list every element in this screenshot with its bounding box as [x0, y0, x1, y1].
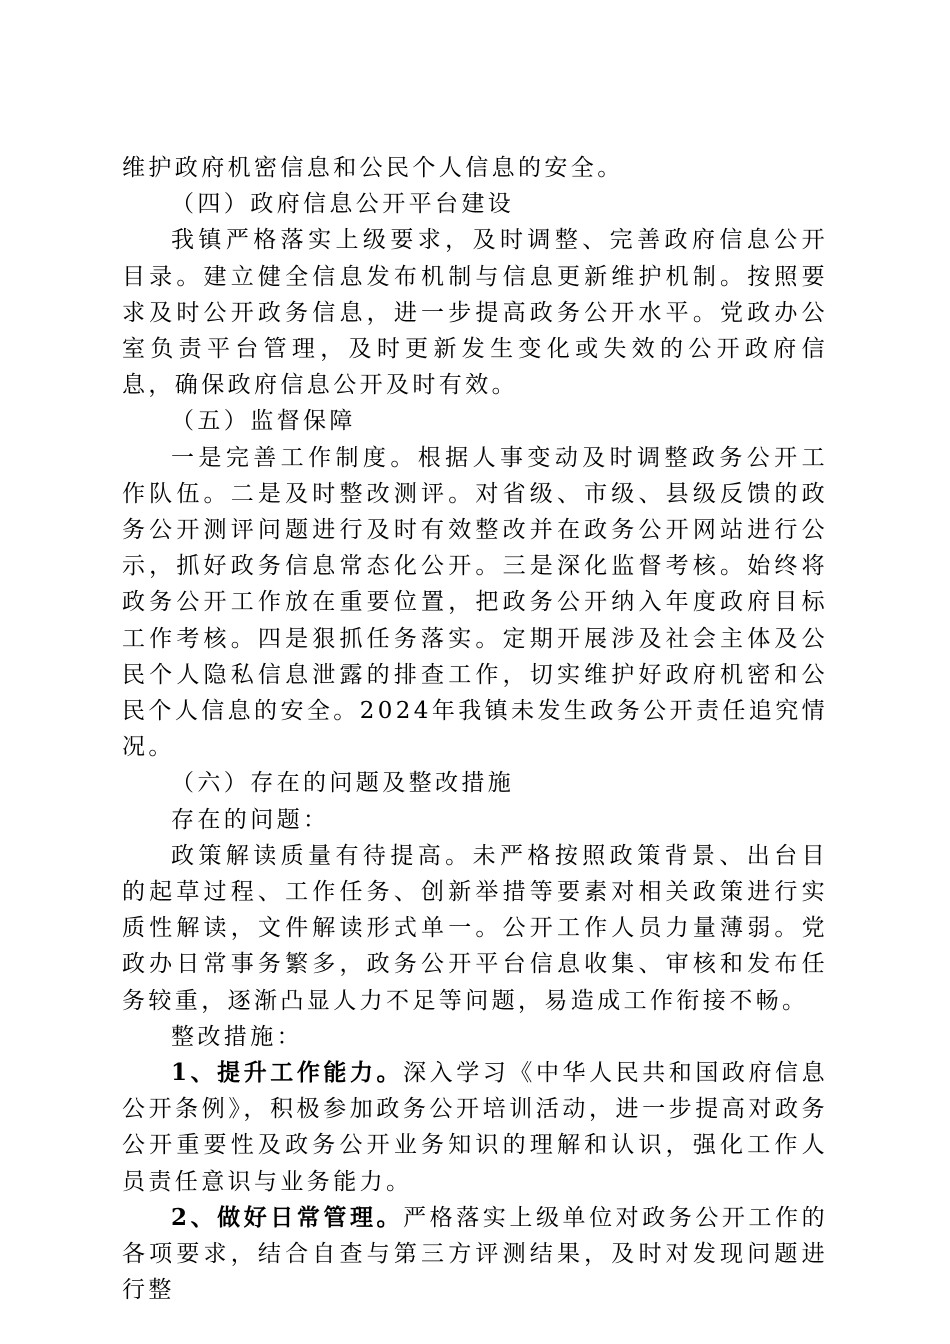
document-body [122, 150, 828, 1309]
paragraph-platform: 我镇严格落实上级要求，及时调整、完善政府信息公开目录。建立健全信息发布机制与信息更新维护机制。按照要求及时公开政务信息，进一步提高政务公开水平。党政办公室负责平台管理，及时更新发生变化或失效的公开政府信息，确保政府信息公开及时有效。 [122, 227, 828, 399]
measure-item-1-title: 1、提升工作能力。 [171, 1059, 404, 1087]
section-heading-6: （六）存在的问题及整改措施 [171, 770, 515, 797]
measure-item-2 [122, 1200, 828, 1309]
paragraph-problems: 政策解读质量有待提高。未严格按照政策背景、出台目的起草过程、工作任务、创新举措等要素对相关政策进行实质性解读，文件解读形式单一。公开工作人员力量薄弱。党政办日常事务繁多，政务公开平台信息收集、审核和发布任务较重，逐渐凸显人力不足等问题，易造成工作衔接不畅。 [122, 842, 828, 1014]
paragraph-supervision: 一是完善工作制度。根据人事变动及时调整政务公开工作队伍。二是及时整改测评。对省级、市级、县级反馈的政务公开测评问题进行及时有效整改并在政务公开网站进行公示，抓好政务信息常态化公开。三是深化监督考核。始终将政务公开工作放在重要位置，把政务公开纳入年度政府目标工作考核。四是狠抓任务落实。定期开展涉及社会主体及公民个人隐私信息泄露的排查工作，切实维护好政府机密和公民个人信息的安全。2024年我镇未发生政务公开责任追究情况。 [122, 444, 828, 761]
measure-item-1 [122, 1055, 828, 1200]
paragraph-measures-label: 整改措施： [171, 1023, 303, 1050]
measure-item-2-text: 严格落实上级单位对政务公开工作的各项要求，结合自查与第三方评测结果，及时对发现问题进行整 [122, 1204, 828, 1304]
paragraph-problems-label: 存在的问题： [171, 806, 330, 833]
paragraph-continuation: 维护政府机密信息和公民个人信息的安全。 [122, 155, 624, 181]
section-heading-5: （五）监督保障 [171, 408, 356, 435]
section-heading-4: （四）政府信息公开平台建设 [171, 191, 515, 218]
measure-item-1-text: 深入学习《中华人民共和国政府信息公开条例》，积极参加政务公开培训活动，进一步提高对政务公开重要性及政务公开业务知识的理解和认识，强化工作人员责任意识与业务能力。 [122, 1060, 828, 1195]
measure-item-2-title: 2、做好日常管理。 [171, 1203, 404, 1231]
